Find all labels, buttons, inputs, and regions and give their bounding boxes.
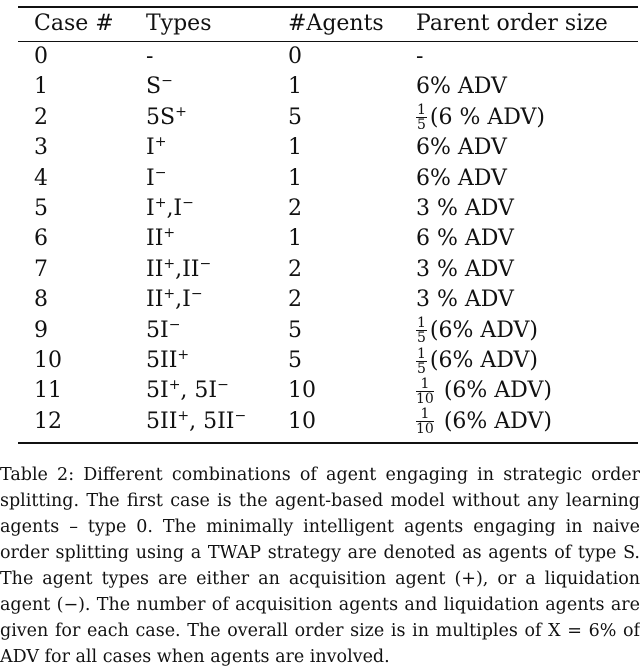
cell-case: 6	[34, 226, 48, 252]
size-text: (6% ADV)	[436, 378, 552, 404]
cell-parent-order-size	[416, 103, 545, 133]
cell-case: 1	[34, 74, 48, 100]
cell-agents: 10	[288, 378, 316, 404]
cell-types: 5S+	[146, 103, 187, 130]
cell-types: II+,I−	[146, 286, 203, 313]
header-parent-order-size: Parent order size	[416, 11, 608, 36]
fraction: $\frac{1}{5}$	[417, 345, 426, 377]
table-bottom-rule	[18, 442, 638, 444]
size-text: (6% ADV)	[429, 317, 539, 343]
header-agents: #Agents	[288, 11, 384, 36]
cell-types: II+	[146, 225, 176, 252]
cell-parent-order-size	[416, 72, 507, 102]
table-caption	[0, 462, 640, 670]
cell-agents: 2	[288, 287, 302, 313]
fraction: $\frac{1}{10}$	[416, 406, 434, 438]
table-row	[18, 407, 638, 437]
cell-parent-order-size	[416, 316, 538, 346]
cell-parent-order-size	[416, 255, 514, 285]
caption-text: Table 2: Different combinations of agent engaging in strategic order splitting. The first case is the agent-based model without any learning agents – type 0. The minimally intelligent agents engaging in naive order splitting using a TWAP strategy are denoted as agents of type S. The agent types are either an acquisition agent (+), or a liquidation agent (−). The number of acquisition agents and liquidation agents are given for each case. The overall order size is in multiples of X = 6% of ADV for all cases when agents are involved.	[0, 465, 640, 667]
cell-agents: 10	[288, 408, 316, 434]
table-row	[18, 42, 638, 72]
cell-types: I+	[146, 134, 167, 161]
cell-case: 3	[34, 135, 48, 161]
cell-case: 5	[34, 196, 48, 221]
cell-parent-order-size	[416, 164, 507, 194]
cell-agents: 2	[288, 196, 302, 221]
cell-case: 0	[34, 44, 48, 69]
cell-parent-order-size	[416, 346, 538, 376]
table-row	[18, 285, 638, 315]
size-text: 6% ADV	[416, 165, 507, 191]
table-row	[18, 316, 638, 346]
cell-agents: 1	[288, 135, 302, 161]
cell-types: 5II+	[146, 347, 190, 373]
table-header-row	[18, 9, 638, 39]
cell-agents: 0	[288, 44, 302, 69]
cell-agents: 1	[288, 165, 302, 191]
cell-agents: 5	[288, 348, 302, 373]
cell-parent-order-size	[416, 194, 514, 224]
size-text: 6 % ADV	[416, 226, 514, 252]
table-row	[18, 255, 638, 285]
size-text: 3 % ADV	[416, 196, 514, 221]
header-case: Case #	[34, 11, 114, 36]
table-row	[18, 376, 638, 406]
cell-types: I+,I−	[146, 195, 194, 221]
cell-case: 2	[34, 104, 48, 130]
table-row	[18, 164, 638, 194]
cell-case: 7	[34, 256, 48, 282]
table-top-rule	[18, 6, 638, 8]
table-row	[18, 72, 638, 102]
cell-types: 5II+, 5II−	[146, 407, 247, 434]
fraction: $\frac{1}{10}$	[416, 375, 434, 407]
size-text: (6% ADV)	[429, 348, 539, 373]
cell-agents: 1	[288, 74, 302, 100]
size-text: 6% ADV	[416, 135, 507, 161]
cell-parent-order-size	[416, 133, 507, 163]
table-row	[18, 103, 638, 133]
cell-case: 12	[34, 408, 62, 434]
cell-types: 5I+, 5I−	[146, 377, 229, 404]
cell-case: 9	[34, 317, 48, 343]
cell-agents: 1	[288, 226, 302, 252]
cell-types: II+,II−	[146, 255, 212, 282]
size-text: 3 % ADV	[416, 256, 514, 282]
cell-agents: 5	[288, 104, 302, 130]
cell-case: 10	[34, 348, 62, 373]
table-row	[18, 133, 638, 163]
cell-types: S−	[146, 73, 173, 100]
cell-case: 11	[34, 378, 62, 404]
cell-agents: 2	[288, 256, 302, 282]
table-row	[18, 224, 638, 254]
cell-case: 8	[34, 287, 48, 313]
size-text: 3 % ADV	[416, 287, 514, 313]
size-text: -	[416, 44, 424, 69]
cell-parent-order-size	[416, 224, 514, 254]
cell-types: 5I−	[146, 316, 181, 343]
size-text: (6% ADV)	[436, 408, 552, 434]
cell-case: 4	[34, 165, 48, 191]
cell-agents: 5	[288, 317, 302, 343]
cell-parent-order-size	[416, 407, 552, 437]
cell-types: -	[146, 44, 154, 69]
cell-parent-order-size	[416, 42, 423, 72]
cell-parent-order-size	[416, 285, 514, 315]
header-types: Types	[146, 11, 212, 36]
table-row	[18, 194, 638, 224]
cell-parent-order-size	[416, 376, 552, 406]
table-row	[18, 346, 638, 376]
size-text: (6 % ADV)	[429, 104, 546, 130]
fraction: $\frac{1}{5}$	[417, 102, 426, 134]
cell-types: I−	[146, 164, 167, 191]
fraction: $\frac{1}{5}$	[417, 315, 426, 347]
size-text: 6% ADV	[416, 74, 507, 100]
